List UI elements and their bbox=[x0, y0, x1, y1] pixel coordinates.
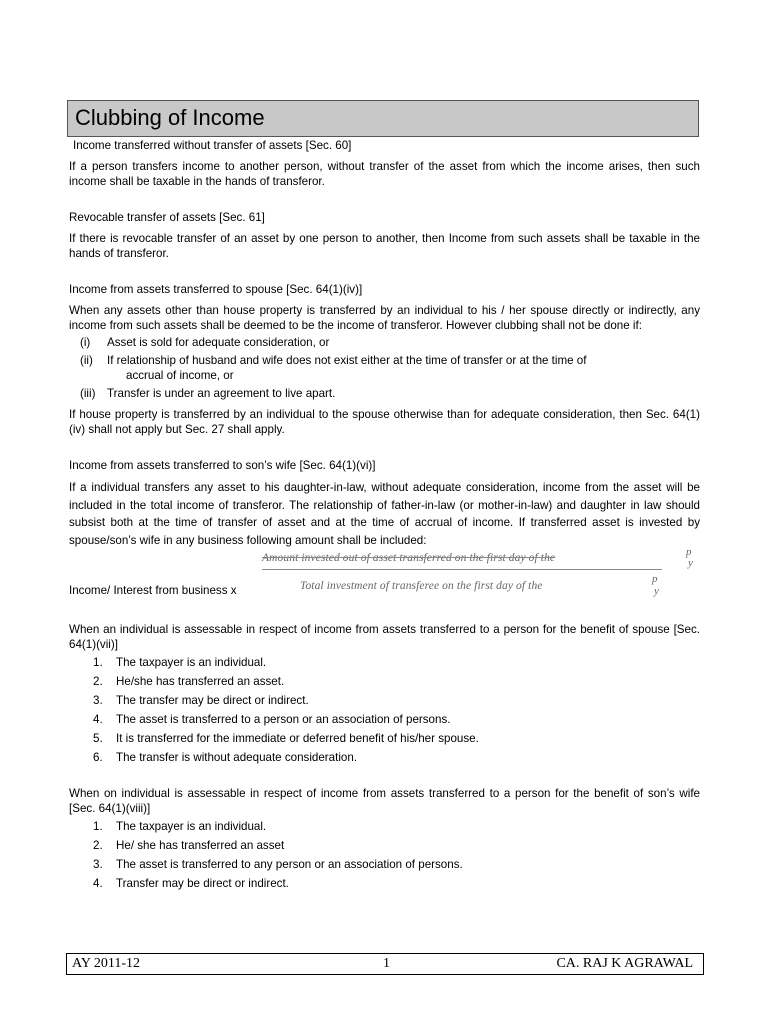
sec61-heading: Revocable transfer of assets [Sec. 61] bbox=[69, 211, 265, 224]
list-item-text: The transfer may be direct or indirect. bbox=[116, 694, 309, 707]
list-item-text: The asset is transferred to any person or an association of persons. bbox=[116, 858, 463, 871]
list-item bbox=[69, 731, 700, 746]
list-item-number: 5. bbox=[93, 732, 103, 745]
list-item-number: 1. bbox=[93, 820, 103, 833]
title-banner bbox=[67, 100, 699, 137]
list-item-number: 1. bbox=[93, 656, 103, 669]
list-item-number: (ii) bbox=[80, 354, 93, 367]
list-item bbox=[69, 386, 700, 401]
list-item-continuation: accrual of income, or bbox=[126, 369, 234, 382]
list-item bbox=[69, 819, 700, 834]
list-item bbox=[69, 876, 700, 891]
sec64iv-conditions-list bbox=[69, 335, 700, 401]
page-footer bbox=[66, 953, 704, 975]
list-item-number: 4. bbox=[93, 713, 103, 726]
list-item-text: Asset is sold for adequate consideration, or bbox=[107, 336, 330, 349]
formula-denominator: Total investment of transferee on the first day of the bbox=[300, 580, 543, 592]
list-item-number: 6. bbox=[93, 751, 103, 764]
list-item bbox=[69, 838, 700, 853]
list-item-number: 2. bbox=[93, 839, 103, 852]
sec64iv-note: If house property is transferred by an individual to the spouse otherwise than for adequate consideration, then Sec. 64(1)(iv) shall not apply but Sec. 27 shall apply. bbox=[69, 408, 700, 436]
list-item-text: Transfer may be direct or indirect. bbox=[116, 877, 289, 890]
list-item-text: He/she has transferred an asset. bbox=[116, 675, 285, 688]
list-item bbox=[69, 674, 700, 689]
list-item bbox=[69, 655, 700, 670]
list-item-number: (iii) bbox=[80, 387, 96, 400]
list-item-text: It is transferred for the immediate or deferred benefit of his/her spouse. bbox=[116, 732, 479, 745]
sec64viii-heading: When on individual is assessable in respect of income from assets transferred to a person for the benefit of son’s wife [Sec. 64(1)(viii)] bbox=[69, 787, 700, 815]
list-item-number: 2. bbox=[93, 675, 103, 688]
list-item bbox=[69, 693, 700, 708]
list-item-text: The taxpayer is an individual. bbox=[116, 820, 267, 833]
list-item bbox=[69, 712, 700, 727]
sec64viii-list bbox=[69, 819, 700, 891]
list-item-text: He/ she has transferred an asset bbox=[116, 839, 285, 852]
list-item-text: The taxpayer is an individual. bbox=[116, 656, 267, 669]
list-item-number: 3. bbox=[93, 858, 103, 871]
list-item-text: The transfer is without adequate consideration. bbox=[116, 751, 358, 764]
list-item-text: Transfer is under an agreement to live apart. bbox=[107, 387, 336, 400]
page-title: Clubbing of Income bbox=[75, 105, 265, 130]
footer-page-number: 1 bbox=[383, 956, 390, 971]
formula bbox=[69, 546, 700, 609]
sec64vii-heading: When an individual is assessable in respect of income from assets transferred to a person for the benefit of spouse [Sec. 64(1)(vii)] bbox=[69, 623, 700, 651]
sec60-heading: Income transferred without transfer of assets [Sec. 60] bbox=[73, 139, 352, 152]
list-item bbox=[69, 750, 700, 765]
sec64iv-heading: Income from assets transferred to spouse [Sec. 64(1)(iv)] bbox=[69, 283, 363, 296]
sec64vii-list bbox=[69, 655, 700, 765]
formula-numerator: Amount invested out of asset transferred on the first day of the bbox=[262, 552, 556, 564]
footer-author: CA. RAJ K AGRAWAL bbox=[556, 956, 693, 971]
list-item bbox=[69, 857, 700, 872]
list-item-text: If relationship of husband and wife does not exist either at the time of transfer or at the time of bbox=[107, 354, 587, 367]
sec61-body: If there is revocable transfer of an asset by one person to another, then Income from such assets shall be taxable in the hands of transferor. bbox=[69, 232, 700, 260]
formula-denominator-y: y bbox=[654, 585, 659, 597]
list-item-text: The asset is transferred to a person or an association of persons. bbox=[116, 713, 451, 726]
formula-fraction bbox=[262, 546, 700, 605]
list-item-number: (i) bbox=[80, 336, 91, 349]
sec64vi-heading: Income from assets transferred to son’s wife [Sec. 64(1)(vi)] bbox=[69, 459, 376, 472]
list-item-number: 4. bbox=[93, 877, 103, 890]
list-item-number: 3. bbox=[93, 694, 103, 707]
formula-numerator-y: y bbox=[688, 557, 693, 569]
formula-denominator-p: p bbox=[652, 573, 658, 585]
sec64iv-body: When any assets other than house property is transferred by an individual to his / her spouse directly or indirectly, any income from such assets shall be deemed to be the income of transferor. However clubbing shall not be done if: bbox=[69, 304, 700, 332]
fraction-bar bbox=[262, 569, 662, 570]
sec64vi-body: If a individual transfers any asset to his daughter-in-law, without adequate consideration, income from the asset will be included in the total income of transferor. The relationship of father-in-law (or mother-in-law) and daughter in law should subsist both at the time of transfer of asset and at the time of accrual of income. If transferred asset is invested by spouse/son’s wife in any business following amount shall be included: bbox=[69, 481, 700, 547]
formula-label: Income/ Interest from business x bbox=[69, 584, 237, 597]
list-item bbox=[69, 335, 700, 350]
footer-assessment-year: AY 2011-12 bbox=[72, 956, 141, 971]
formula-numerator-p: p bbox=[686, 546, 692, 558]
document-body bbox=[69, 137, 700, 895]
list-item bbox=[69, 353, 700, 383]
sec60-body: If a person transfers income to another person, without transfer of the asset from which the income arises, then such income shall be taxable in the hands of transferor. bbox=[69, 160, 700, 188]
